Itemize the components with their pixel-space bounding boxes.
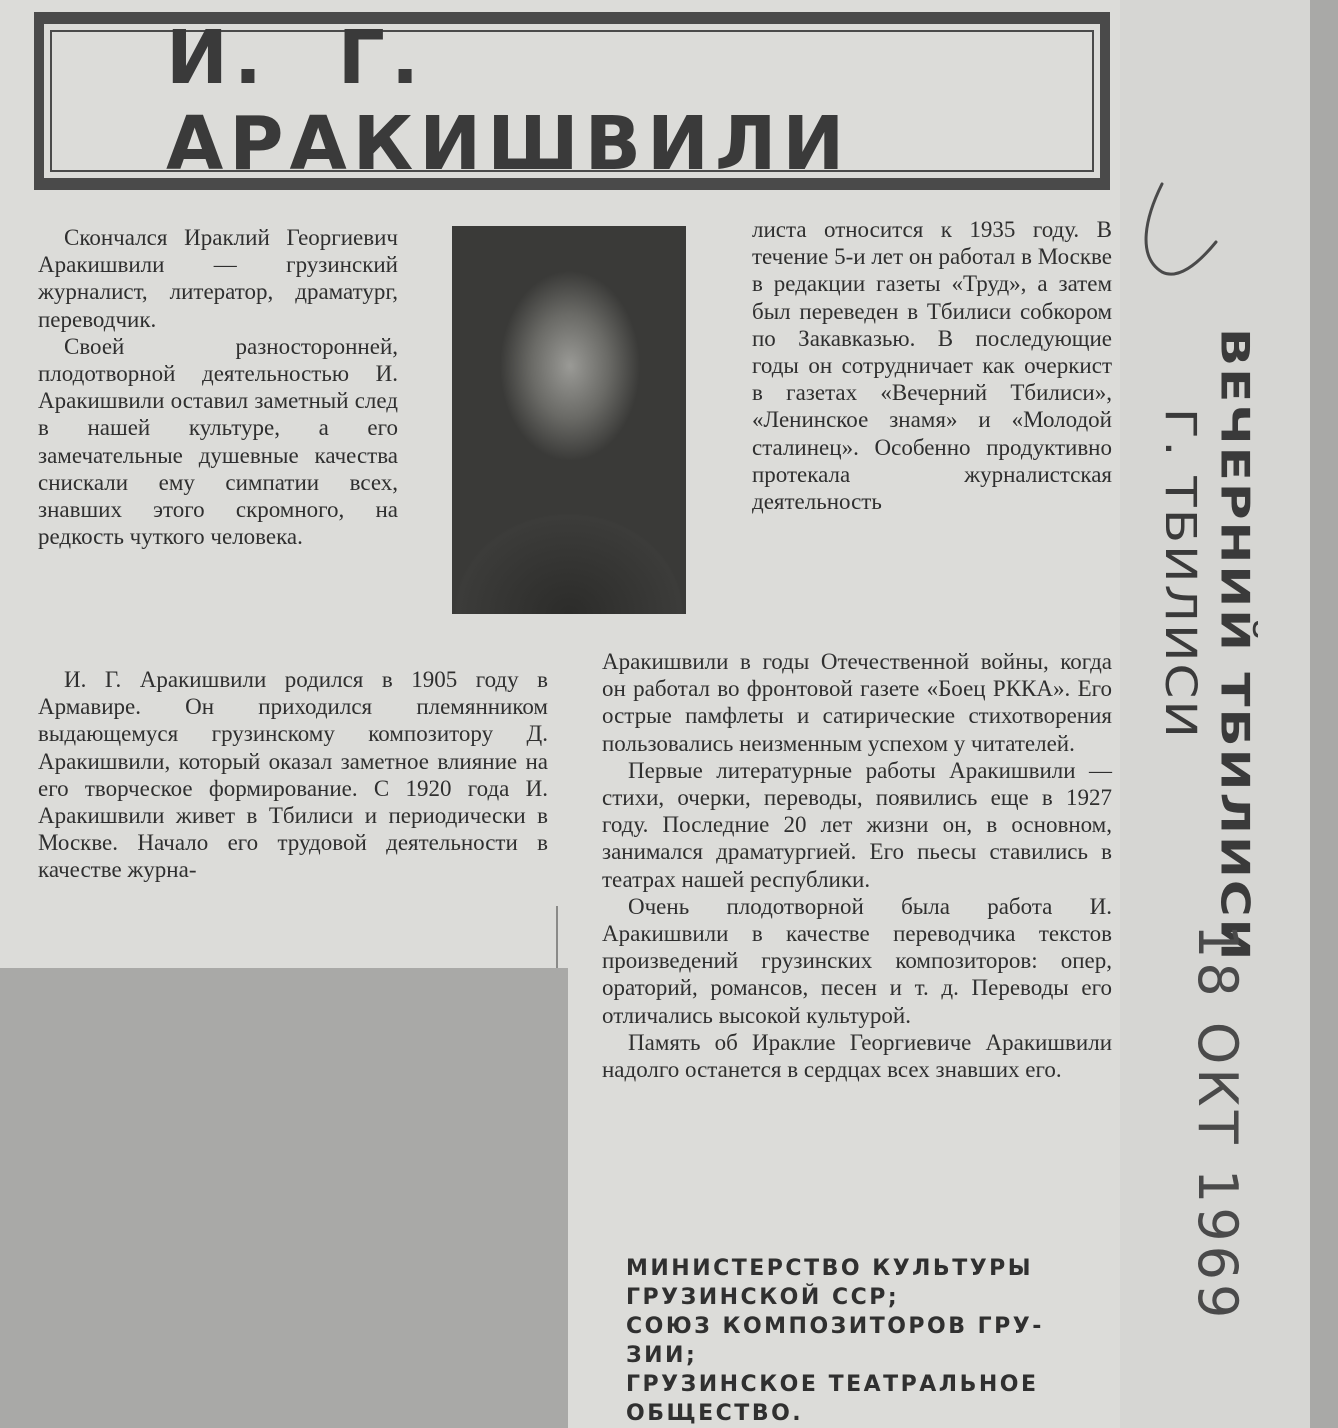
headline-inner-frame: [50, 15, 1094, 187]
headline-frame: [34, 12, 1110, 190]
paragraph-legacy: Своей разносторонней, плодотворной деятельностью И. Аракишвили оставил заметный след в нашей культуре, а его замечательные душевные качества снискали ему симпатии всех, знавших этого скромного, на редкость чуткого человека.: [38, 333, 398, 550]
signatories: [626, 1254, 1096, 1428]
article-column-1-wide: [38, 666, 548, 884]
pencil-check-mark: [1132, 176, 1222, 286]
article-column-2-wide: [602, 648, 1112, 1083]
stamp-newspaper-name: ВЕЧЕРНИЙ ТБИЛИСИ: [1212, 328, 1258, 963]
column-divider: [556, 906, 558, 968]
signatory-line: ГРУЗИНСКОЙ ССР;: [626, 1285, 900, 1310]
background-board: [0, 968, 568, 1428]
headline-title: И. Г. АРАКИШВИЛИ: [166, 15, 851, 187]
paragraph-biography: И. Г. Аракишвили родился в 1905 году в Армавире. Он приходился племянником выдающемуся грузинскому композитору Д. Аракишвили, который оказал заметное влияние на его творческое формирование. С 1920 года И. Аракишвили живет в Тбилиси и периодически в Москве. Начало его трудовой деятельности в качестве журна-: [38, 667, 548, 883]
article-column-2: [752, 216, 1112, 515]
signatory-line: ЗИИ;: [626, 1343, 698, 1368]
paragraph-memory: Память об Ираклие Георгиевиче Аракишвили надолго останется в сердцах всех знавших его.: [602, 1029, 1112, 1083]
signatory-line: МИНИСТЕРСТВО КУЛЬТУРЫ: [626, 1256, 1034, 1281]
article-column-1: [38, 224, 398, 550]
paragraph-literary-works: Первые литературные работы Аракишвили — стихи, очерки, переводы, появились еще в 1927 году. Последние 20 лет жизни он, в основном, занимался драматургией. Его пьесы ставились в театрах нашей республики.: [602, 757, 1112, 892]
stamp-date: 18 ОКТ 1969: [1186, 924, 1249, 1323]
paragraph-career: листа относится к 1935 году. В течение 5-и лет он работал в Москве в редакции газеты «Труд», а затем был переведен в Тбилиси собкором по Закавказью. В последующие годы он сотрудничает как очеркист в газетах «Вечерний Тбилиси», «Ленинское знамя» и «Молодой сталинец». Особенно продуктивно протекала журналистская деятельность: [752, 217, 1112, 515]
signatory-line: ГРУЗИНСКОЕ ТЕАТРАЛЬНОЕ: [626, 1372, 1039, 1397]
signatory-line: СОЮЗ КОМПОЗИТОРОВ ГРУ-: [626, 1314, 1044, 1339]
portrait-photo: [452, 226, 686, 614]
stamp-city: Г. ТБИЛИСИ: [1156, 408, 1206, 740]
paragraph-war-years: Аракишвили в годы Отечественной войны, когда он работал во фронтовой газете «Боец РККА». Его острые памфлеты и сатирические стихотворения пользовались неизменным успехом у читателей.: [602, 649, 1112, 756]
signatory-line: ОБЩЕСТВО.: [626, 1401, 804, 1426]
paragraph-obituary-intro: Скончался Ираклий Георгиевич Аракишвили — грузинский журналист, литератор, драматург, переводчик.: [38, 225, 398, 332]
portrait-shoulders: [452, 444, 686, 614]
paragraph-translations: Очень плодотворной была работа И. Аракишвили в качестве переводчика текстов произведений грузинских композиторов: опер, ораторий, романсов, песен и т. д. Переводы его отличались высокой культурой.: [602, 893, 1112, 1028]
